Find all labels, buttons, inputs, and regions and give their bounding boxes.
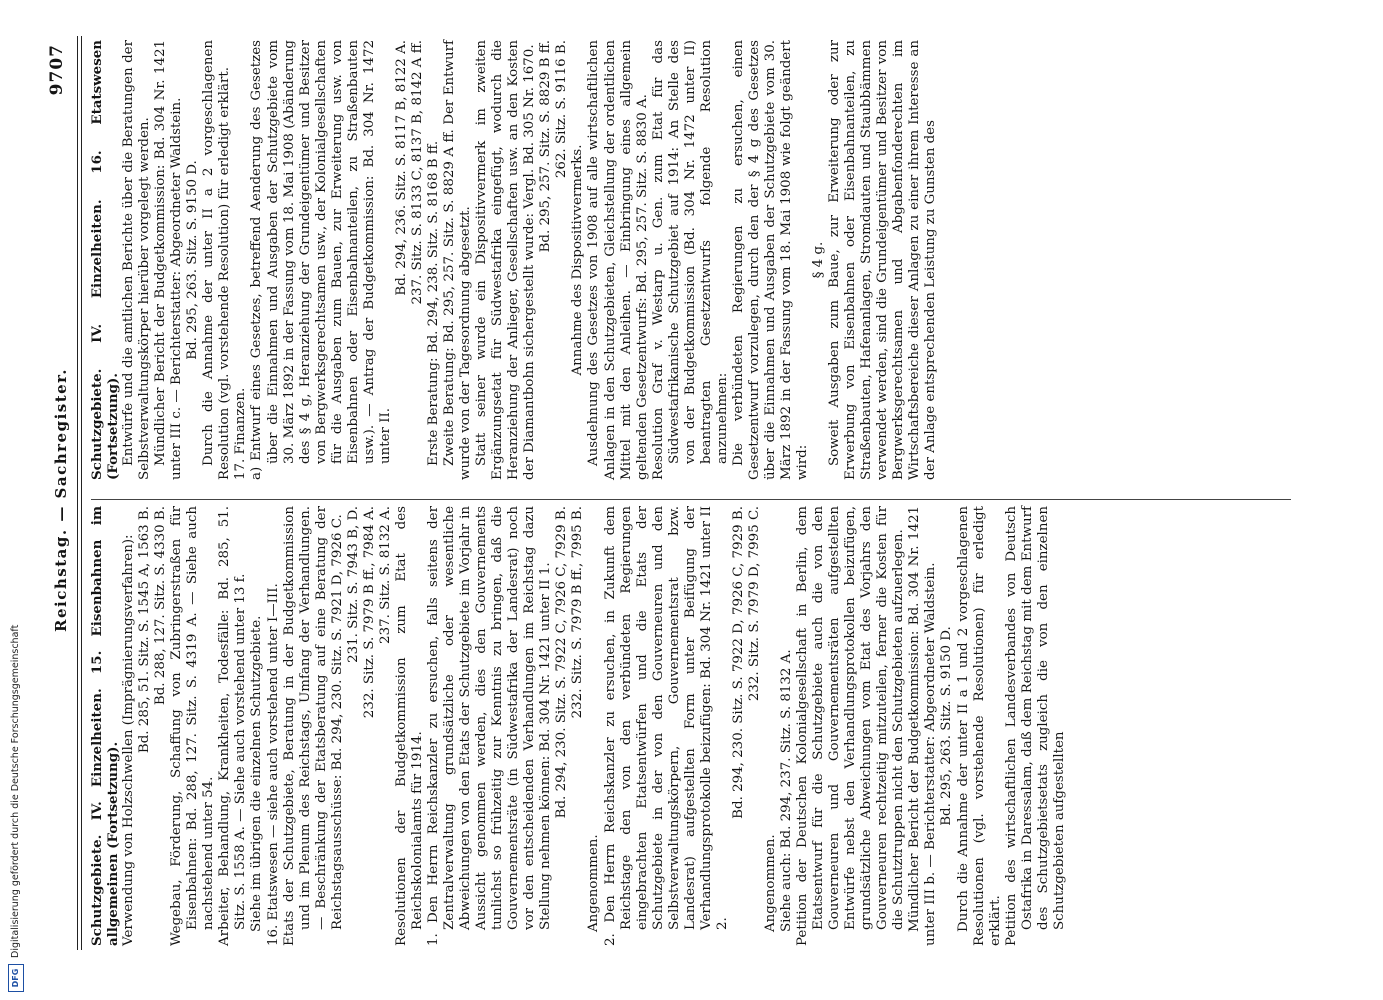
page-content [45, 0, 1335, 1000]
left-column-entry: Wegebau, Förderung, Schaffung von Zubringerstraßen für Eisenbahnen: Bd. 288, 127. Sitz. S. 4319 A. — Siehe auch nachstehend unter 54. [169, 506, 217, 946]
right-column-entry: Zweite Beratung: Bd. 295, 257. Sitz. S. 8829 A ff. Der Entwurf wurde von der Tagesordnung abgesetzt. [442, 40, 474, 480]
right-column-entry: 237. Sitz. S. 8133 C, 8137 B, 8142 A ff. [409, 40, 425, 305]
left-column-entry: Petition der Deutschen Kolonialgesellschaft in Berlin, dem Etatsentwurf für die Schutzgebiete auch die von den Gouverneuren und Gouvernementsräten aufgestellten Entwürfe nebst den Verhandlungsprotokollen beizufügen, grundsätzliche Abweichungen vom Etat des Vorjahrs den Gouverneuren rechtzeitig mitzuteilen, ferner die Kosten für die Schutztruppen nicht den Schutzgebieten aufzuerlegen. [795, 506, 907, 946]
left-column-entry: 237. Sitz. S. 8132 A. [377, 506, 393, 644]
left-column-entry: Angenommen. [762, 834, 778, 932]
left-column-entry: Verwendung von Holzschwellen (Imprägnierungsverfahren): [121, 534, 137, 946]
right-column-entry: Resolution Graf v. Westarp u. Gen. zum Etat für das Südwestafrikanische Schutzgebiet auf 1914: An Stelle des von der Budgetkommission (Bd. 304 Nr. 1472 unter II) beantragten Gesetzentwurfs folgende Resolution anzunehmen: [650, 40, 730, 480]
right-column-entry: Statt seiner wurde ein Dispositivvermerk im zweiten Ergänzungsetat für Südwestafrika eingefügt, wodurch die Heranziehung der Anlieger, Gesellschaften usw. an den Kosten der Diamantbohn sichergestellt wurde: Vergl. Bd. 305 Nr. 1670. [474, 40, 538, 480]
right-column-entry: Bd. 295, 263. Sitz. S. 9150 D. [185, 160, 201, 360]
left-column-entry: Petition des wirtschaftlichen Landesverbandes von Deutsch Ostafrika in Daressalam, daß dem Reichstag mit dem Entwurf des Schutzgebietsetats zugleich die von den einzelnen Schutzgebieten aufgestellten [1003, 506, 1067, 946]
left-column [89, 506, 1068, 946]
left-column-entry: Siehe auch: Bd. 294, 237. Sitz. S. 8132 A. [779, 649, 795, 932]
right-column-entry: Durch die Annahme der unter II a 2 vorgeschlagenen Resolution (vgl. vorstehende Resolution) für erledigt erklärt. [201, 40, 233, 480]
left-column-entry: Mündlicher Bericht der Budgetkommission: Bd. 304 Nr. 1421 unter III b. — Berichterstatter: Abgeordneter Waldstein. [907, 506, 939, 946]
left-column-entry: Bd. 285, 51. Sitz. S. 1545 A, 1563 B. [137, 506, 153, 754]
left-column-entry: Bd. 294, 230. Sitz. S. 7922 C, 7926 C, 7929 B. [554, 506, 570, 819]
header-title: Reichstag. — Sachregister. [52, 368, 70, 632]
right-column-entry: Entwürfe und die amtlichen Berichte über die Beratungen der Selbstverwaltungskörper hierüber vorgelegt werden. [121, 40, 153, 480]
right-column-entry: 262. Sitz. S. 9116 B. [554, 40, 570, 179]
right-column-entry: § 4 g. [811, 241, 827, 279]
left-column-entry: 2. Den Herrn Reichskanzler zu ersuchen, in Zukunft dem Reichstage den von den verbündeten Regierungen eingebrachten Etatsentwürfen und die Etats der Schutzgebiete in der von den Gouverneuren und den Selbstverwaltungskörpern, Gouvernementsrat bzw. Landesrat) aufgestellten Form unter Beifügung der Verhandlungsprotokolle beizufügen: Bd. 304 Nr. 1421 unter II 2. [602, 506, 730, 946]
right-column-entry: Ausdehnung des Gesetzes von 1908 auf alle wirtschaftlichen Anlagen in den Schutzgebieten, Gleichstellung der ordentlichen Mittel mit den Anleihen. — Einbringung eines allgemein geltenden Gesetzentwurfs: Bd. 295, 257. Sitz. S. 8830 A. [586, 40, 650, 480]
page-number: 9707 [47, 44, 67, 96]
right-column-entry: Mündlicher Bericht der Budgetkommission: Bd. 304 Nr. 1421 unter III c. — Berichterstatter: Abgeordneter Waldstein. [153, 40, 185, 480]
left-column-entry: Durch die Annahme der unter II a 1 und 2 vorgeschlagenen Resolutionen (vgl. vorstehende Resolutionen) für erledigt erklärt. [955, 506, 1003, 946]
left-column-entry: 1. Den Herrn Reichskanzler zu ersuchen, falls seitens der Zentralverwaltung grundsätzliche oder wesentliche Abweichungen von den Etats der Schutzgebiete im Vorjahr in Aussicht genommen werden, dies den Gouvernements tunlichst so frühzeitig zur Kenntnis zu bringen, daß die Gouvernementsräte (in Südwestafrika der Landesrat) noch vor den entscheidenden Verhandlungen im Reichstag dazu Stellung nehmen können: Bd. 304 Nr. 1421 unter II 1. [425, 506, 554, 946]
right-column-entry: a) Entwurf eines Gesetzes, betreffend Aenderung des Gesetzes über die Einnahmen und Ausgaben der Schutzgebiete vom 30. März 1892 in der Fassung vom 18. Mai 1908 (Abänderung des § 4 g, Heranziehung der Grundeigentümer und Besitzer von Bergwerksgerechtsamen usw., der Kolonialgesellschaften für die Ausgaben zum Bauen, zur Erweiterung usw. von Eisenbahnen oder Eisenbahnanteilen, zu Straßenbauten usw.). — Antrag der Budgetkommission: Bd. 304 Nr. 1472 unter II. [249, 40, 393, 480]
left-column-entry: Resolutionen der Budgetkommission zum Etat des Reichskolonialamts für 1914. [393, 506, 425, 946]
left-column-entry: Siehe im übrigen die einzelnen Schutzgebiete. [249, 615, 265, 932]
right-column-entry: 17. Finanzen. [233, 387, 249, 480]
left-column-entry: Etats der Schutzgebiete, Beratung in der Budgetkommission und im Plenum des Reichstags, Umfang der Verhandlungen. — Beschränkung der Etatsberatung auf eine Beratung der Reichstagsausschüsse: Bd. 294, 230. Sitz. S. 7921 D, 7926 C. [281, 506, 345, 946]
left-column-entry: 16. Etatswesen — siehe auch vorstehend unter I—III. [265, 583, 281, 946]
right-column [89, 40, 939, 480]
left-column-entry: 232. Sitz. S. 7979 B ff., 7995 B. [570, 506, 586, 719]
funding-stamp [0, 0, 45, 1000]
left-column-entry: Schutzgebiete. IV. Einzelheiten. 15. Eisenbahnen im allgemeinen (Fortsetzung). [89, 506, 122, 946]
left-column-entry: 232. Sitz. S. 7979 D, 7995 C. [746, 506, 762, 702]
left-column-entry: Angenommen. [586, 834, 602, 932]
right-column-entry: Annahme des Dispositivvermerks. [570, 144, 586, 376]
funding-note: Digitalisierung gefördert durch die Deutsche Forschungsgemeinschaft [10, 624, 21, 958]
right-column-entry: Soweit Ausgaben zum Baue, zur Erweiterung oder zur Erwerbung von Eisenbahnen oder Eisenbahnanteilen, zu Straßenbauten, Hafenanlagen, Stromdauten und Staubbämmen verwendet werden, sind die Grundeigentümer und Besitzer von Bergwerksgerechtsamen und Abgabenfonderechten im Wirtschaftsbereiche dieser Anlagen zu einer ihrem Interesse an der Anlage entsprechenden Leistung zu Gunsten des [827, 40, 939, 480]
left-column-entry: Bd. 294, 230. Sitz. S. 7922 D, 7926 C, 7929 B. [730, 506, 746, 819]
column-divider [91, 499, 1291, 500]
left-column-entry: 232. Sitz. S. 7979 B ff., 7984 A. [361, 506, 377, 719]
running-head [45, 0, 85, 1000]
left-column-entry: Bd. 295, 263. Sitz. S. 9150 D. [939, 626, 955, 826]
right-column-entry: Schutzgebiete. IV. Einzelheiten. 16. Etatswesen (Fortsetzung). [89, 40, 122, 480]
header-rule [77, 36, 82, 950]
right-column-entry: Erste Beratung: Bd. 294, 238. Sitz. S. 8168 B ff. [425, 140, 441, 466]
dfg-logo: DFG [8, 964, 24, 992]
left-column-entry: 231. Sitz. S. 7943 B, D. [345, 506, 361, 663]
right-column-entry: Bd. 295, 257. Sitz. S. 8829 B ff. [538, 40, 554, 253]
right-column-entry: Bd. 294, 236. Sitz. S. 8117 B, 8122 A. [393, 40, 409, 296]
left-column-entry: Arbeiter, Behandlung, Krankheiten, Todesfälle: Bd. 285, 51. Sitz. S. 1558 A. — Siehe auch vorstehend unter 13 f. [217, 506, 249, 946]
right-column-entry: Die verbündeten Regierungen zu ersuchen, einen Gesetzentwurf vorzulegen, durch den der § 4 g des Gesetzes über die Einnahmen und Ausgaben der Schutzgebiete vom 30. März 1892 in der Fassung vom 18. Mai 1908 wie folgt geändert wird: [730, 40, 811, 480]
left-column-entry: Bd. 288, 127. Sitz. S. 4330 B. [153, 506, 169, 706]
